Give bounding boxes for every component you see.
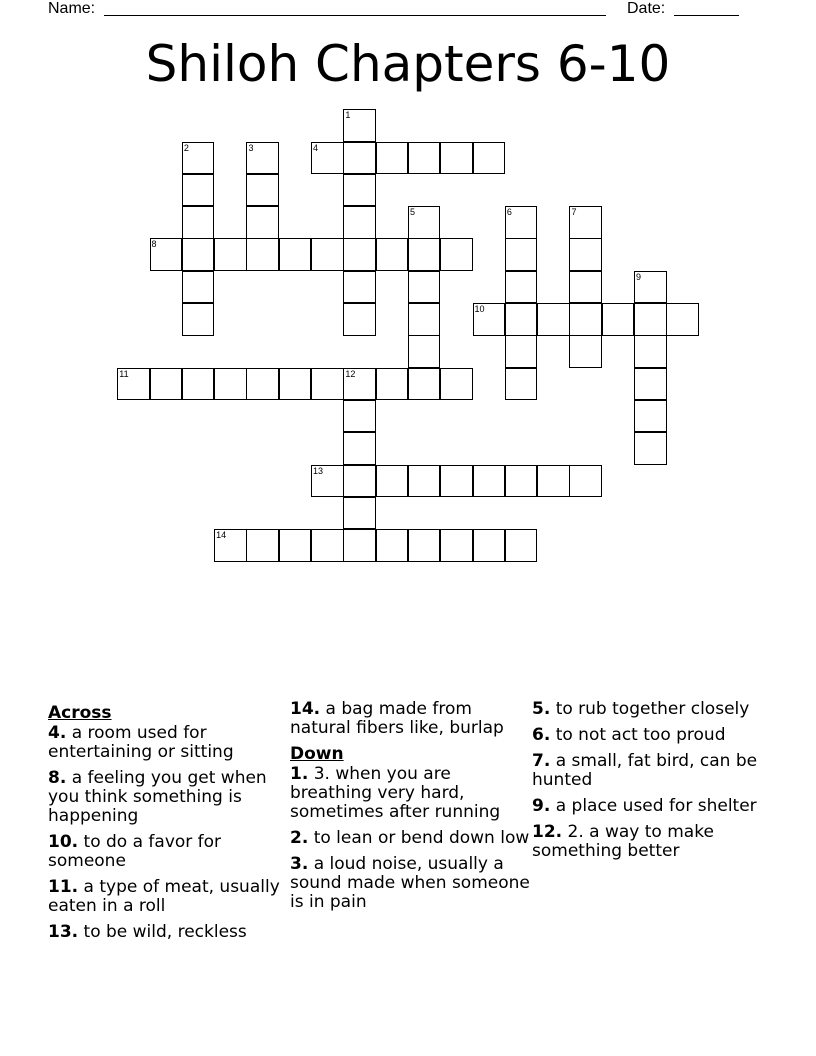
- grid-cell[interactable]: [408, 368, 441, 401]
- grid-cell[interactable]: [408, 271, 441, 304]
- clue-number: 1: [345, 110, 351, 121]
- across-heading: Across: [48, 703, 112, 723]
- clue-down-6: 6. to not act too proud: [532, 725, 726, 745]
- grid-cell[interactable]: [343, 432, 376, 465]
- grid-cell[interactable]: [246, 238, 279, 271]
- grid-cell[interactable]: [505, 529, 538, 562]
- grid-cell[interactable]: [117, 368, 150, 401]
- grid-cell[interactable]: [473, 303, 506, 336]
- grid-cell[interactable]: [569, 465, 602, 498]
- clue-number: 7: [571, 207, 577, 218]
- grid-cell[interactable]: [505, 368, 538, 401]
- clue-across-11: 11. a type of meat, usually eaten in a roll: [48, 877, 280, 916]
- grid-cell[interactable]: [343, 206, 376, 239]
- grid-cell[interactable]: [408, 335, 441, 368]
- grid-cell[interactable]: [311, 142, 344, 175]
- grid-cell[interactable]: [569, 238, 602, 271]
- date-label: Date:: [627, 0, 666, 17]
- grid-cell[interactable]: [634, 335, 667, 368]
- grid-cell[interactable]: [311, 529, 344, 562]
- clue-down-2: 2. to lean or bend down low: [290, 828, 530, 848]
- clue-number: 12: [345, 368, 356, 379]
- grid-cell[interactable]: [182, 174, 215, 207]
- clue-number: 3: [248, 142, 254, 153]
- grid-cell[interactable]: [246, 142, 279, 175]
- grid-cell[interactable]: [246, 206, 279, 239]
- grid-cell[interactable]: [343, 303, 376, 336]
- clue-down-3: 3. a loud noise, usually a sound made when someone is in pain: [290, 854, 530, 912]
- grid-cell[interactable]: [537, 465, 570, 498]
- clue-number: 9: [636, 271, 642, 282]
- grid-cell[interactable]: [634, 432, 667, 465]
- grid-cell[interactable]: [343, 497, 376, 530]
- grid-cell[interactable]: [376, 465, 409, 498]
- grid-cell[interactable]: [666, 303, 699, 336]
- grid-cell[interactable]: [182, 271, 215, 304]
- grid-cell[interactable]: [182, 142, 215, 175]
- clue-down-1: 1. 3. when you are breathing very hard, sometimes after running: [290, 764, 501, 822]
- clue-number: 11: [119, 368, 129, 379]
- grid-cell[interactable]: [246, 368, 279, 401]
- grid-cell[interactable]: [634, 368, 667, 401]
- grid-cell[interactable]: [505, 238, 538, 271]
- clue-column-2: [290, 700, 530, 919]
- grid-cell[interactable]: [634, 271, 667, 304]
- grid-cell[interactable]: [505, 335, 538, 368]
- grid-cell[interactable]: [634, 303, 667, 336]
- grid-cell[interactable]: [440, 529, 473, 562]
- grid-cell[interactable]: [569, 271, 602, 304]
- clue-across-4: 4. a room used for entertaining or sitting: [48, 723, 234, 762]
- clue-column-3: [532, 700, 772, 868]
- grid-cell[interactable]: [505, 206, 538, 239]
- clue-number: 4: [313, 142, 319, 153]
- grid-cell[interactable]: [473, 142, 506, 175]
- grid-cell[interactable]: [343, 465, 376, 498]
- clue-down-7: 7. a small, fat bird, can be hunted: [532, 751, 758, 790]
- clue-across-8: 8. a feeling you get when you think something is happening: [48, 768, 267, 826]
- grid-cell[interactable]: [569, 335, 602, 368]
- down-heading: Down: [290, 744, 344, 764]
- clue-down-9: 9. a place used for shelter: [532, 796, 757, 816]
- grid-cell[interactable]: [440, 238, 473, 271]
- grid-cell[interactable]: [505, 303, 538, 336]
- grid-cell[interactable]: [505, 465, 538, 498]
- clue-down-5: 5. to rub together closely: [532, 699, 750, 719]
- grid-cell[interactable]: [440, 142, 473, 175]
- clue-number: 5: [409, 207, 415, 218]
- grid-cell[interactable]: [246, 529, 279, 562]
- name-label: Name:: [48, 0, 96, 17]
- page-title: Shiloh Chapters 6-10: [145, 35, 671, 93]
- grid-cell[interactable]: [279, 529, 312, 562]
- grid-cell[interactable]: [505, 271, 538, 304]
- grid-cell[interactable]: [440, 465, 473, 498]
- clue-number: 6: [506, 207, 512, 218]
- grid-cell[interactable]: [537, 303, 570, 336]
- grid-cell[interactable]: [343, 400, 376, 433]
- grid-cell[interactable]: [569, 303, 602, 336]
- grid-cell[interactable]: [343, 238, 376, 271]
- grid-cell[interactable]: [343, 109, 376, 142]
- grid-cell[interactable]: [311, 368, 344, 401]
- grid-cell[interactable]: [182, 303, 215, 336]
- grid-cell[interactable]: [182, 238, 215, 271]
- grid-cell[interactable]: [311, 238, 344, 271]
- grid-cell[interactable]: [408, 465, 441, 498]
- grid-cell[interactable]: [376, 238, 409, 271]
- clue-across-13: 13. to be wild, reckless: [48, 922, 247, 942]
- clue-number: 13: [313, 465, 324, 476]
- grid-cell[interactable]: [376, 368, 409, 401]
- grid-cell[interactable]: [214, 368, 247, 401]
- grid-cell[interactable]: [343, 529, 376, 562]
- grid-cell[interactable]: [408, 206, 441, 239]
- grid-cell[interactable]: [408, 303, 441, 336]
- grid-cell[interactable]: [440, 368, 473, 401]
- grid-cell[interactable]: [569, 206, 602, 239]
- grid-cell[interactable]: [408, 238, 441, 271]
- grid-cell[interactable]: [182, 206, 215, 239]
- grid-cell[interactable]: [376, 142, 409, 175]
- grid-cell[interactable]: [408, 529, 441, 562]
- clue-down-12: 12. 2. a way to make something better: [532, 822, 714, 861]
- grid-cell[interactable]: [343, 271, 376, 304]
- grid-cell[interactable]: [343, 174, 376, 207]
- clue-across-10: 10. to do a favor for someone: [48, 832, 222, 871]
- clue-number: 8: [151, 239, 157, 250]
- grid-cell[interactable]: [376, 529, 409, 562]
- clue-number: 2: [183, 142, 189, 153]
- grid-cell[interactable]: [634, 400, 667, 433]
- grid-cell[interactable]: [473, 465, 506, 498]
- grid-cell[interactable]: [182, 368, 215, 401]
- grid-cell[interactable]: [214, 529, 247, 562]
- clue-across-14: 14. a bag made from natural fibers like, burlap: [290, 699, 504, 738]
- grid-cell[interactable]: [279, 368, 312, 401]
- clue-number: 14: [216, 530, 227, 541]
- grid-cell[interactable]: [150, 238, 183, 271]
- grid-cell[interactable]: [311, 465, 344, 498]
- grid-cell[interactable]: [246, 174, 279, 207]
- clue-number: 10: [474, 304, 485, 315]
- grid-cell[interactable]: [408, 142, 441, 175]
- grid-cell[interactable]: [473, 529, 506, 562]
- grid-cell[interactable]: [343, 368, 376, 401]
- grid-cell[interactable]: [214, 238, 247, 271]
- grid-cell[interactable]: [602, 303, 635, 336]
- clue-column-1: [48, 700, 288, 949]
- grid-cell[interactable]: [279, 238, 312, 271]
- grid-cell[interactable]: [343, 142, 376, 175]
- grid-cell[interactable]: [150, 368, 183, 401]
